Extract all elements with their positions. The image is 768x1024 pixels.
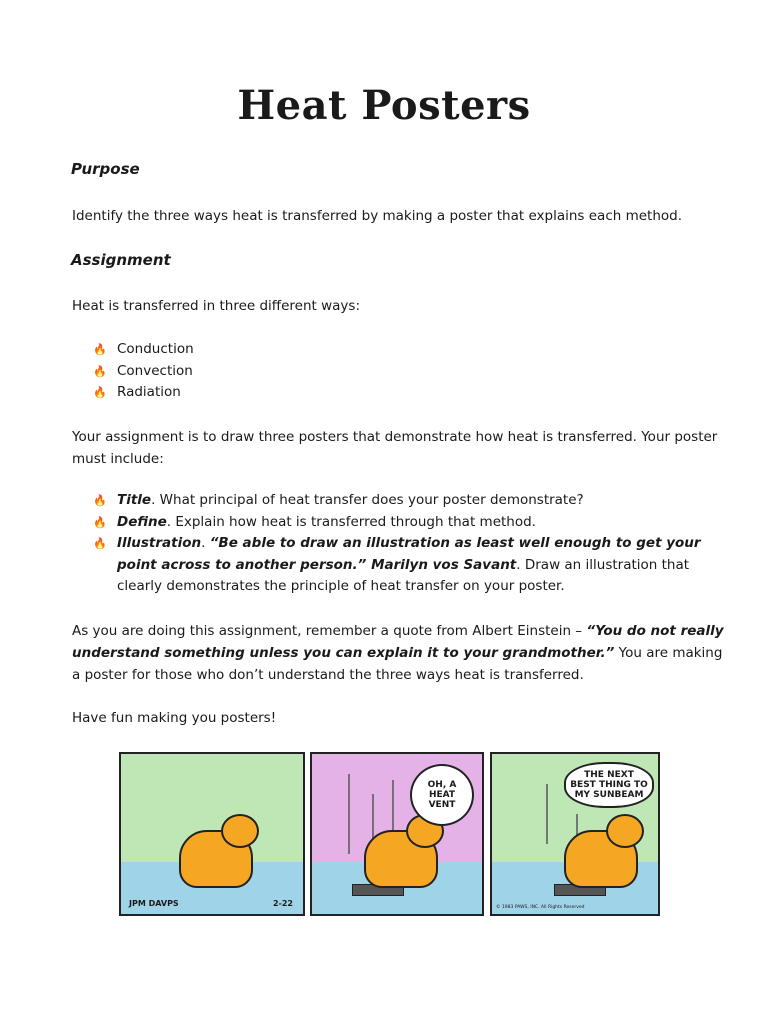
list-item: 🔥 Illustration. “Be able to draw an illustration as least well enough to get your point across to another person.” Marilyn vos Savant. Draw an illustration that clearly demonstrates the principle of heat transfer on your poster.: [93, 535, 701, 594]
fire-bullet-icon: 🔥: [93, 537, 107, 550]
speech-bubble: OH, A HEAT VENT: [410, 764, 474, 826]
comic-signature: JPM DAVPS: [129, 899, 179, 908]
list-item: 🔥 Conduction: [93, 339, 713, 361]
fire-bullet-icon: 🔥: [93, 343, 107, 356]
requirements-list: [93, 490, 713, 598]
assignment-task: Your assignment is to draw three posters that demonstrate how heat is transferred. Your poster must include:: [72, 429, 718, 467]
comic-panel-3: [490, 752, 660, 916]
comic-panel-1: [119, 752, 305, 916]
heat-ways-list: [93, 339, 713, 404]
einstein-paragraph: As you are doing this assignment, remember a quote from Albert Einstein – “You do not really understand something unless you can explain it to your grandmother.” You are making a poster for those who don’t understand the three ways heat is transferred.: [72, 623, 724, 683]
comic-strip-number: 2-22: [272, 899, 293, 908]
purpose-heading: Purpose: [71, 160, 140, 178]
assignment-intro: Heat is transferred in three different ways:: [72, 298, 361, 314]
fire-bullet-icon: 🔥: [93, 364, 107, 378]
comic-panel-2: [310, 752, 484, 916]
cat-illustration: [364, 830, 438, 888]
fire-bullet-icon: 🔥: [93, 494, 107, 507]
list-item: 🔥 Title. What principal of heat transfer does your poster demonstrate?: [93, 490, 713, 512]
list-item: 🔥 Define. Explain how heat is transferred through that method.: [93, 512, 713, 534]
cat-illustration: [179, 830, 253, 888]
cat-illustration: [564, 830, 638, 888]
page-title: Heat Posters: [237, 82, 531, 129]
fire-bullet-icon: 🔥: [93, 515, 107, 529]
list-item: 🔥 Radiation: [93, 382, 713, 404]
speech-bubble: THE NEXT BEST THING TO MY SUNBEAM: [564, 762, 654, 808]
comic-copyright: © 1983 PAWS, INC. All Rights Reserved: [496, 905, 585, 910]
purpose-text: Identify the three ways heat is transferred by making a poster that explains each method.: [72, 208, 683, 224]
closing-text: Have fun making you posters!: [72, 710, 277, 726]
list-item: 🔥 Convection: [93, 361, 713, 383]
assignment-heading: Assignment: [71, 251, 171, 269]
fire-bullet-icon: 🔥: [93, 386, 107, 399]
